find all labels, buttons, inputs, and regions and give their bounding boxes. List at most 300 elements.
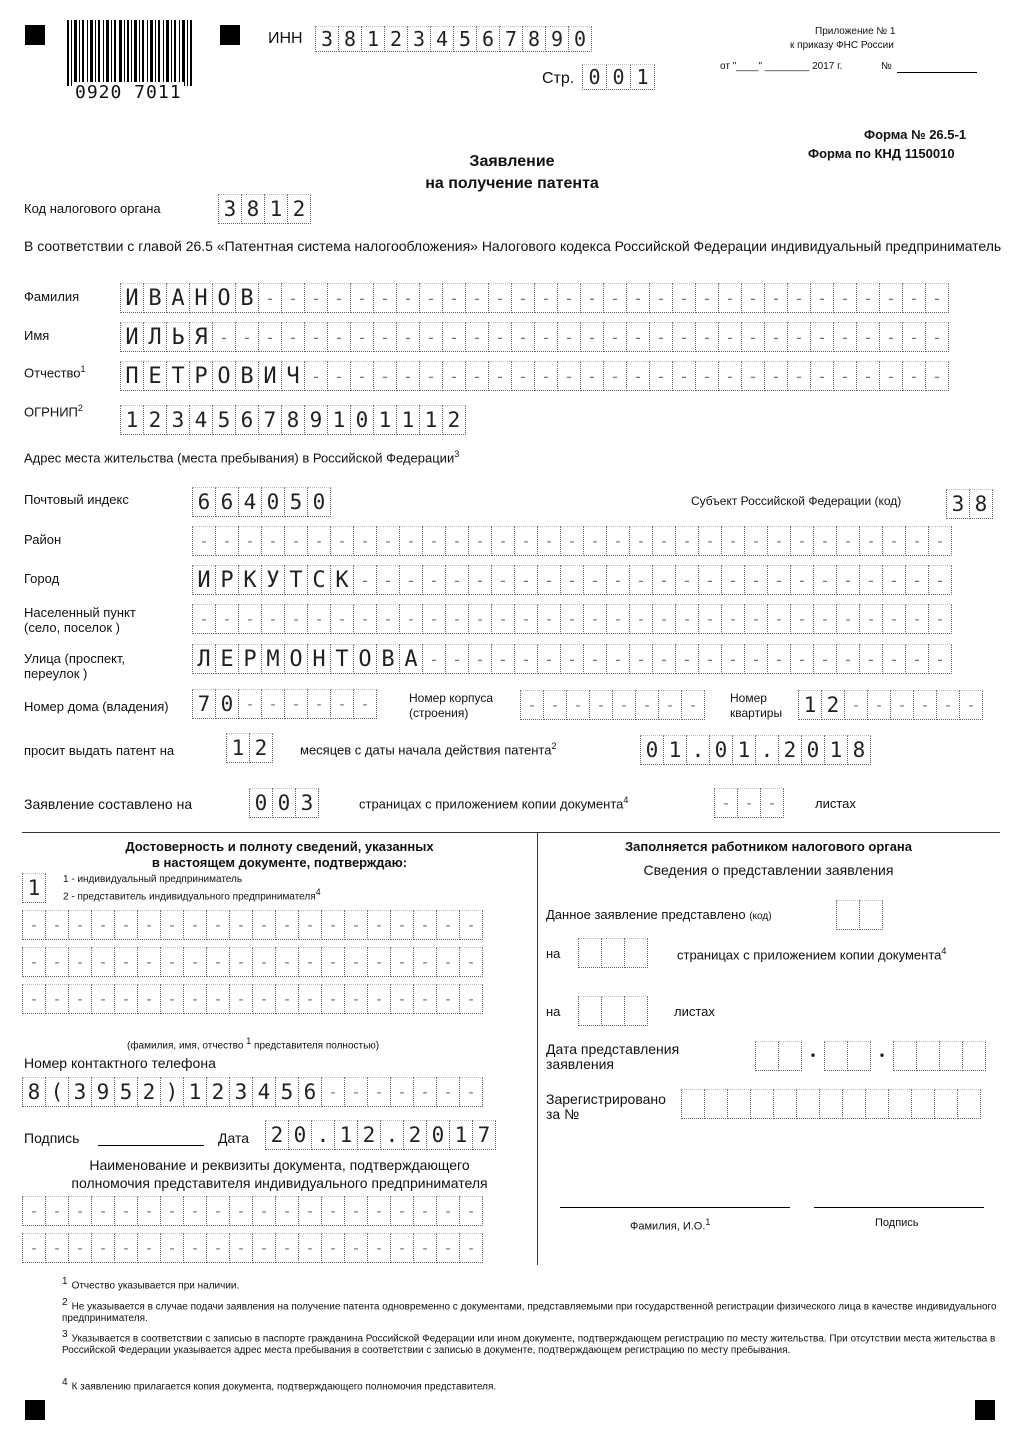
char-cell: -	[672, 361, 696, 391]
char-cell: -	[298, 1233, 322, 1263]
char-cell: Я	[189, 322, 213, 352]
char-cell: -	[445, 604, 469, 634]
char-cell: -	[580, 361, 604, 391]
char-cell: -	[22, 947, 46, 977]
char-cell: -	[307, 689, 331, 719]
tax-authority-code-field[interactable]	[218, 194, 310, 224]
phone-field[interactable]	[22, 1077, 482, 1107]
patent-months-label	[300, 741, 556, 757]
confirm-option-2	[63, 887, 321, 902]
apartment-number-field[interactable]	[798, 690, 982, 720]
char-cell: -	[396, 361, 420, 391]
office-submitted-text: Данное заявление представлено	[546, 907, 746, 922]
region-code-field[interactable]	[946, 489, 992, 519]
char-cell: -	[396, 322, 420, 352]
char-cell	[865, 1089, 889, 1119]
char-cell: 1	[327, 405, 351, 435]
char-cell: -	[252, 910, 276, 940]
char-cell: -	[491, 526, 515, 556]
office-registration-number-field[interactable]	[681, 1089, 980, 1119]
char-cell: -	[114, 984, 138, 1014]
char-cell: 1	[630, 64, 655, 90]
char-cell: 8	[847, 735, 871, 765]
patronymic-footnote-ref: 1	[80, 364, 86, 374]
office-subheading: Сведения о представлении заявления	[643, 862, 894, 878]
office-sign-caption: Подпись	[875, 1217, 919, 1229]
char-cell: -	[511, 283, 535, 313]
char-cell: 6	[476, 26, 500, 52]
char-cell: -	[344, 984, 368, 1014]
char-cell: 1	[798, 690, 822, 720]
char-cell: -	[22, 910, 46, 940]
office-sign-line[interactable]	[814, 1207, 984, 1208]
char-cell	[842, 1089, 866, 1119]
char-cell: -	[603, 283, 627, 313]
char-cell: -	[399, 604, 423, 634]
char-cell: 9	[545, 26, 569, 52]
form-title-line2: на получение патента	[425, 175, 599, 192]
char-cell: -	[844, 690, 868, 720]
char-cell: 2	[137, 1077, 161, 1107]
char-cell: 0	[261, 487, 285, 517]
char-cell: -	[560, 526, 584, 556]
patronymic-field[interactable]	[120, 361, 948, 391]
char-cell: 2	[384, 26, 408, 52]
char-cell: -	[275, 984, 299, 1014]
char-cell: 0	[606, 64, 631, 90]
char-cell: -	[626, 322, 650, 352]
char-cell: 8	[969, 489, 993, 519]
char-cell: -	[534, 361, 558, 391]
office-pages-footnote-ref: 4	[941, 946, 947, 956]
char-cell: -	[275, 947, 299, 977]
sheets-count-field[interactable]	[714, 788, 783, 818]
char-cell: -	[91, 1233, 115, 1263]
fio-caption	[127, 1036, 379, 1051]
char-cell: -	[183, 910, 207, 940]
char-cell: Ь	[166, 322, 190, 352]
char-cell: -	[192, 604, 216, 634]
char-cell: -	[721, 526, 745, 556]
pages-count-field[interactable]	[249, 788, 318, 818]
char-cell	[824, 1041, 848, 1071]
char-cell: Н	[307, 644, 331, 674]
char-cell	[847, 1041, 871, 1071]
char-cell: )	[160, 1077, 184, 1107]
office-fio-caption-text: Фамилия, И.О.	[630, 1220, 706, 1233]
char-cell: -	[721, 604, 745, 634]
char-cell: -	[833, 361, 857, 391]
char-cell: -	[413, 1196, 437, 1226]
footnote-4-text: К заявлению прилагается копия документа, подтверждающего полномочия представителя.	[71, 1381, 497, 1393]
appendix-number-line	[897, 72, 977, 73]
char-cell: -	[813, 565, 837, 595]
char-cell: -	[928, 565, 952, 595]
char-cell: -	[491, 644, 515, 674]
char-cell: В	[235, 283, 259, 313]
page-number-field[interactable]	[582, 64, 654, 90]
char-cell: -	[744, 565, 768, 595]
char-cell: -	[252, 984, 276, 1014]
patent-start-date-field[interactable]	[640, 735, 870, 765]
city-label: Город	[24, 571, 60, 586]
char-cell: -	[114, 910, 138, 940]
char-cell: 0	[640, 735, 664, 765]
char-cell: -	[879, 322, 903, 352]
char-cell: -	[936, 690, 960, 720]
footnote-4	[62, 1377, 1002, 1393]
char-cell: 2	[821, 690, 845, 720]
char-cell: Т	[166, 361, 190, 391]
char-cell: .	[755, 735, 779, 765]
char-cell: .	[311, 1120, 335, 1150]
char-cell: -	[321, 910, 345, 940]
authority-document-line-1[interactable]	[22, 1196, 482, 1226]
char-cell: -	[767, 644, 791, 674]
char-cell: -	[913, 690, 937, 720]
patent-months-label-text: месяцев с даты начала действия патента	[300, 742, 552, 758]
signature-label: Подпись	[24, 1130, 80, 1146]
ogrnip-label-text: ОГРНИП	[24, 404, 78, 420]
char-cell: С	[307, 565, 331, 595]
footnote-3	[62, 1329, 1002, 1357]
char-cell: -	[882, 526, 906, 556]
house-number-field[interactable]	[192, 689, 376, 719]
char-cell: -	[183, 984, 207, 1014]
char-cell: -	[626, 361, 650, 391]
name-field[interactable]	[120, 322, 948, 352]
char-cell: -	[859, 526, 883, 556]
char-cell: -	[436, 1196, 460, 1226]
char-cell: -	[681, 690, 705, 720]
char-cell: А	[399, 644, 423, 674]
representative-fio-line-3[interactable]	[22, 984, 482, 1014]
office-fio-caption	[630, 1217, 710, 1233]
char-cell: -	[514, 565, 538, 595]
char-cell: Ч	[281, 361, 305, 391]
char-cell: -	[321, 1196, 345, 1226]
char-cell: -	[714, 788, 738, 818]
char-cell: -	[583, 565, 607, 595]
char-cell: -	[695, 322, 719, 352]
char-cell: -	[22, 1196, 46, 1226]
char-cell: -	[284, 689, 308, 719]
char-cell: 1	[264, 194, 288, 224]
char-cell: -	[813, 604, 837, 634]
char-cell: -	[468, 526, 492, 556]
char-cell	[911, 1089, 935, 1119]
char-cell: -	[261, 689, 285, 719]
pages-footnote-ref: 4	[623, 795, 629, 805]
char-cell: •	[809, 1049, 817, 1063]
char-cell: -	[258, 322, 282, 352]
footnote-3-text: Указывается в соответствии с записью в паспорте гражданина Российской Федерации или ином документе, подтверждающем регистрацию по месту жительства. При отсутствии места жительства в Российской Федерации указывается адрес места пребывания в соответствии с записью в документе, подтверждающем регистрацию по месту пребывания.	[62, 1333, 996, 1357]
char-cell: 0	[426, 1120, 450, 1150]
postal-code-field[interactable]	[192, 487, 330, 517]
inn-field[interactable]	[315, 26, 591, 52]
char-cell: -	[879, 283, 903, 313]
char-cell	[624, 938, 648, 968]
char-cell: -	[436, 984, 460, 1014]
char-cell	[578, 938, 602, 968]
char-cell: -	[459, 1233, 483, 1263]
char-cell: -	[137, 984, 161, 1014]
char-cell: -	[307, 526, 331, 556]
char-cell: О	[212, 283, 236, 313]
char-cell: -	[560, 644, 584, 674]
char-cell: -	[488, 322, 512, 352]
char-cell: -	[905, 604, 929, 634]
char-cell: -	[583, 644, 607, 674]
char-cell	[957, 1089, 981, 1119]
char-cell: -	[327, 283, 351, 313]
char-cell: -	[321, 1233, 345, 1263]
char-cell: -	[45, 1196, 69, 1226]
street-label-1: Улица (проспект,	[24, 651, 126, 666]
char-cell: 2	[778, 735, 802, 765]
char-cell: -	[583, 604, 607, 634]
char-cell: 1	[22, 873, 46, 903]
char-cell: -	[160, 984, 184, 1014]
patronymic-label-text: Отчество	[24, 365, 81, 381]
char-cell: 1	[732, 735, 756, 765]
char-cell: И	[120, 283, 144, 313]
footnote-1-number: 1	[62, 1276, 68, 1287]
building-label-1: Номер корпуса	[409, 691, 494, 705]
char-cell: -	[252, 947, 276, 977]
char-cell: -	[744, 526, 768, 556]
char-cell: 6	[235, 405, 259, 435]
char-cell: -	[367, 1196, 391, 1226]
region-label: Субъект Российской Федерации (код)	[691, 494, 902, 508]
street-label	[24, 651, 125, 681]
char-cell: -	[238, 604, 262, 634]
char-cell: 1	[419, 405, 443, 435]
representative-fio-line-2[interactable]	[22, 947, 482, 977]
char-cell: -	[465, 283, 489, 313]
office-pages-field[interactable]	[578, 938, 647, 968]
char-cell: 2	[265, 1120, 289, 1150]
char-cell: 1	[361, 26, 385, 52]
char-cell: -	[206, 910, 230, 940]
char-cell: -	[390, 1233, 414, 1263]
char-cell: -	[91, 1196, 115, 1226]
signature-line[interactable]	[98, 1145, 204, 1146]
office-submission-code-field[interactable]	[836, 900, 882, 930]
char-cell: 0	[801, 735, 825, 765]
barcode	[65, 20, 195, 105]
char-cell: -	[436, 910, 460, 940]
char-cell: -	[833, 283, 857, 313]
char-cell: -	[721, 565, 745, 595]
corner-marker-top-left	[25, 25, 45, 45]
char-cell: -	[419, 322, 443, 352]
doc-heading-line2: полномочия представителя индивидуального предпринимателя	[71, 1175, 488, 1191]
char-cell: -	[813, 526, 837, 556]
confirm-option-footnote-ref: 4	[315, 887, 321, 897]
char-cell: -	[373, 361, 397, 391]
char-cell: -	[281, 283, 305, 313]
char-cell: -	[445, 526, 469, 556]
char-cell: -	[928, 604, 952, 634]
char-cell: 0	[288, 1120, 312, 1150]
char-cell: 2	[357, 1120, 381, 1150]
char-cell: -	[737, 788, 761, 818]
char-cell: -	[767, 604, 791, 634]
char-cell: -	[658, 690, 682, 720]
surname-field[interactable]	[120, 283, 948, 313]
char-cell: -	[557, 361, 581, 391]
char-cell: -	[652, 565, 676, 595]
char-cell: -	[390, 1077, 414, 1107]
char-cell: -	[390, 947, 414, 977]
char-cell: -	[695, 283, 719, 313]
char-cell: -	[787, 283, 811, 313]
char-cell: -	[22, 984, 46, 1014]
patent-request-label: просит выдать патент на	[24, 743, 175, 758]
fio-caption-a: (фамилия, имя, отчество	[127, 1040, 244, 1052]
appendix-line2: к приказу ФНС России	[790, 40, 894, 51]
char-cell: -	[580, 283, 604, 313]
confirm-heading-line1: Достоверность и полноту сведений, указанных	[125, 839, 434, 854]
char-cell: -	[160, 1233, 184, 1263]
char-cell: -	[905, 644, 929, 674]
char-cell	[750, 1089, 774, 1119]
char-cell: -	[160, 910, 184, 940]
char-cell: -	[879, 361, 903, 391]
char-cell: -	[137, 1233, 161, 1263]
char-cell: -	[68, 1233, 92, 1263]
char-cell	[755, 1041, 779, 1071]
char-cell: (	[45, 1077, 69, 1107]
char-cell: -	[367, 1233, 391, 1263]
char-cell: -	[376, 604, 400, 634]
char-cell: -	[367, 1077, 391, 1107]
patent-months-field[interactable]	[226, 733, 272, 763]
char-cell: 3	[315, 26, 339, 52]
char-cell: 3	[407, 26, 431, 52]
char-cell: 1	[120, 405, 144, 435]
char-cell: -	[813, 644, 837, 674]
district-label: Район	[24, 532, 62, 547]
office-date-field[interactable]	[755, 1041, 985, 1071]
office-date-label-2: заявления	[546, 1056, 614, 1072]
char-cell: -	[344, 1233, 368, 1263]
representative-fio-line-1[interactable]	[22, 910, 482, 940]
char-cell: 1	[824, 735, 848, 765]
office-heading: Заполняется работником налогового органа	[624, 839, 913, 854]
char-cell: -	[488, 361, 512, 391]
settlement-field[interactable]	[192, 604, 951, 634]
city-field[interactable]	[192, 565, 951, 595]
char-cell: -	[330, 689, 354, 719]
pages-label-after	[359, 795, 628, 811]
office-date-label-1: Дата представления	[546, 1041, 680, 1057]
char-cell: -	[649, 283, 673, 313]
char-cell: -	[390, 984, 414, 1014]
char-cell: Р	[238, 644, 262, 674]
office-sheets-field[interactable]	[578, 996, 647, 1026]
char-cell: -	[629, 644, 653, 674]
char-cell: .	[380, 1120, 404, 1150]
char-cell: -	[557, 283, 581, 313]
char-cell: -	[790, 565, 814, 595]
building-label-2: (строения)	[409, 706, 469, 720]
char-cell: -	[344, 910, 368, 940]
char-cell: -	[298, 910, 322, 940]
char-cell: -	[534, 283, 558, 313]
section-divider-vertical	[537, 832, 538, 1265]
signature-date-field[interactable]	[265, 1120, 495, 1150]
char-cell: -	[882, 644, 906, 674]
char-cell: -	[741, 322, 765, 352]
char-cell: 6	[215, 487, 239, 517]
char-cell: -	[238, 689, 262, 719]
fio-caption-footnote-ref: 1	[246, 1036, 252, 1046]
char-cell: -	[344, 1196, 368, 1226]
char-cell: -	[344, 1077, 368, 1107]
char-cell: -	[192, 526, 216, 556]
pages-label-after-text: страницах с приложением копии документа	[359, 796, 624, 812]
char-cell: -	[304, 283, 328, 313]
office-registered-label-1: Зарегистрировано	[546, 1091, 666, 1107]
char-cell: Р	[189, 361, 213, 391]
char-cell: -	[718, 283, 742, 313]
office-fio-line[interactable]	[560, 1207, 790, 1208]
char-cell: -	[925, 361, 949, 391]
char-cell: -	[275, 1233, 299, 1263]
char-cell: -	[183, 1196, 207, 1226]
address-heading	[24, 449, 459, 465]
appendix-number-label: №	[881, 61, 892, 72]
street-field[interactable]	[192, 644, 951, 674]
office-pages-label-text: страницах с приложением копии документа	[677, 947, 942, 963]
char-cell: -	[675, 526, 699, 556]
char-cell: 3	[295, 788, 319, 818]
char-cell: -	[721, 644, 745, 674]
char-cell: -	[856, 361, 880, 391]
char-cell	[773, 1089, 797, 1119]
apartment-label	[730, 691, 782, 721]
char-cell: -	[764, 361, 788, 391]
char-cell: •	[878, 1049, 886, 1063]
char-cell: -	[606, 644, 630, 674]
char-cell: -	[215, 604, 239, 634]
confirm-code-field[interactable]	[22, 873, 45, 903]
char-cell: 3	[946, 489, 970, 519]
authority-document-line-2[interactable]	[22, 1233, 482, 1263]
section-divider-horizontal	[22, 832, 1000, 833]
ogrnip-footnote-ref: 2	[77, 403, 83, 413]
char-cell: О	[353, 644, 377, 674]
char-cell: -	[925, 283, 949, 313]
char-cell: -	[675, 565, 699, 595]
footnote-1-text: Отчество указывается при наличии.	[71, 1280, 240, 1292]
district-field[interactable]	[192, 526, 951, 556]
building-number-field[interactable]	[520, 690, 704, 720]
char-cell: -	[399, 526, 423, 556]
char-cell: -	[629, 604, 653, 634]
char-cell: 1	[396, 405, 420, 435]
char-cell: -	[491, 565, 515, 595]
char-cell	[624, 996, 648, 1026]
office-pages-label	[677, 946, 946, 962]
char-cell: -	[695, 361, 719, 391]
char-cell: -	[603, 361, 627, 391]
char-cell: -	[350, 283, 374, 313]
char-cell: 0	[249, 788, 273, 818]
ogrnip-field[interactable]	[120, 405, 465, 435]
